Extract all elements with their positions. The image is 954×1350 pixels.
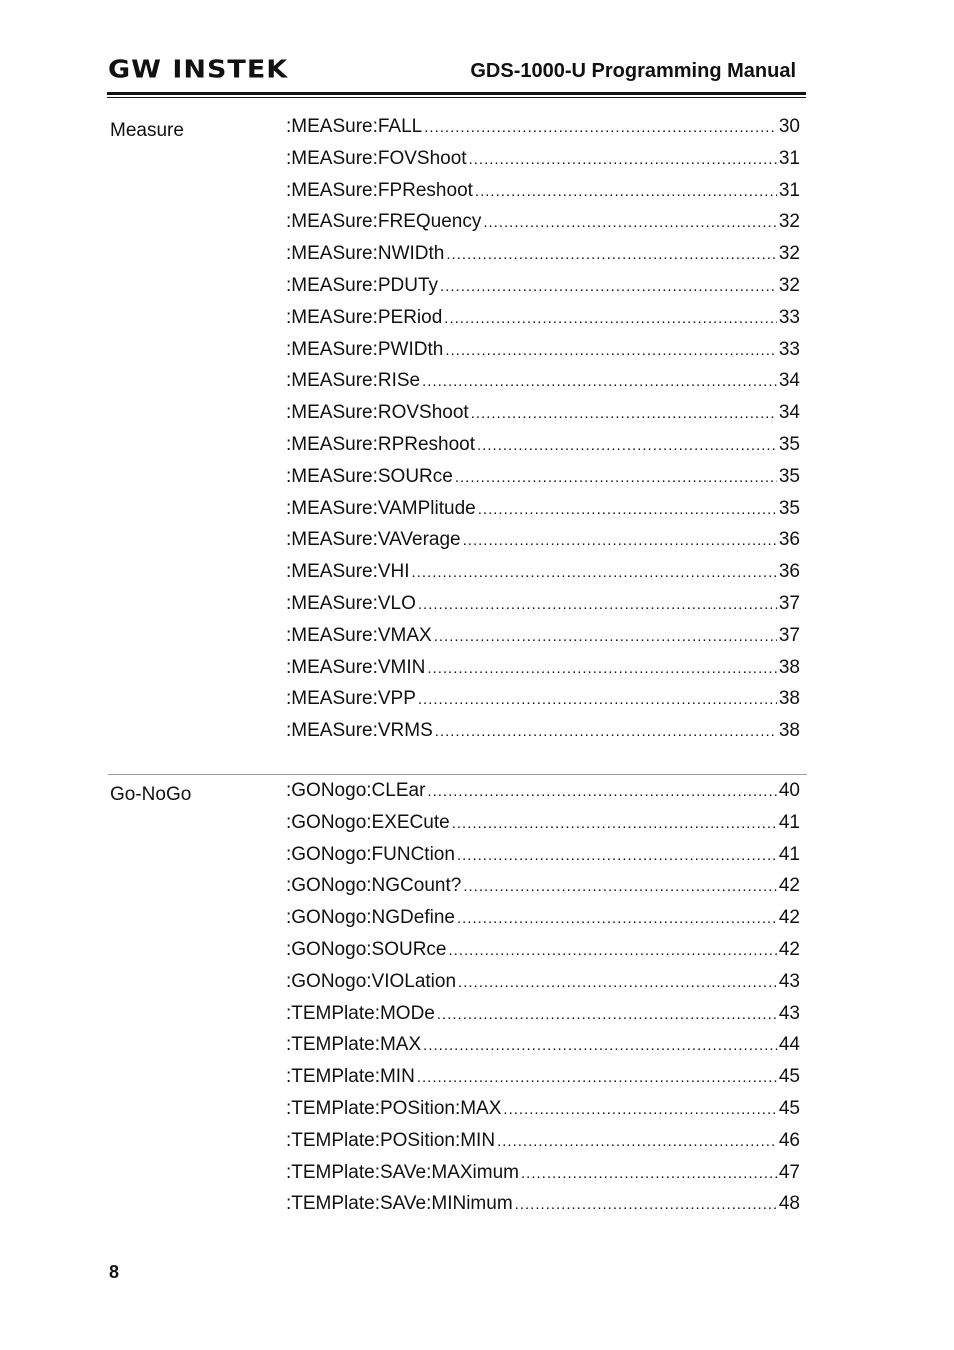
dot-leader [434, 628, 777, 645]
command-name: :MEASure:FOVShoot [286, 147, 467, 169]
dot-leader [452, 815, 777, 832]
toc-entry-link[interactable] [286, 1003, 800, 1035]
dot-leader [455, 469, 777, 486]
toc-entry-link[interactable] [286, 498, 800, 530]
page-reference: 32 [778, 274, 800, 296]
dot-leader [463, 532, 777, 549]
toc-entry-link[interactable] [286, 780, 800, 812]
dot-leader [437, 1006, 777, 1023]
dot-leader [435, 723, 777, 740]
toc-entries [286, 116, 800, 752]
toc-entry-link[interactable] [286, 971, 800, 1003]
dot-leader [449, 942, 777, 959]
command-name: :GONogo:VIOLation [286, 970, 457, 992]
page-reference: 42 [778, 875, 800, 897]
dot-leader [427, 660, 776, 677]
page-reference: 33 [778, 306, 800, 328]
command-name: :TEMPlate:SAVe:MINimum [286, 1193, 513, 1215]
command-name: :MEASure:PERiod [286, 306, 443, 328]
page-reference: 31 [778, 179, 800, 201]
page-reference: 45 [778, 1066, 800, 1088]
toc-entry-link[interactable] [286, 561, 800, 593]
toc-entry-link[interactable] [286, 466, 800, 498]
command-name: :GONogo:NGCount? [286, 875, 462, 897]
page-reference: 34 [778, 402, 800, 424]
page-reference: 33 [778, 338, 800, 360]
dot-leader [483, 214, 777, 231]
page-reference: 42 [778, 907, 800, 929]
page-reference: 35 [778, 433, 800, 455]
command-name: :MEASure:VAVerage [286, 529, 461, 551]
page-reference: 46 [778, 1129, 800, 1151]
command-name: :TEMPlate:MIN [286, 1066, 415, 1088]
dot-leader [471, 405, 777, 422]
command-name: :MEASure:FREQuency [286, 211, 482, 233]
page-reference: 30 [778, 116, 800, 137]
command-name: :MEASure:VAMPlitude [286, 497, 476, 519]
command-name: :GONogo:NGDefine [286, 907, 455, 929]
dot-leader [427, 783, 776, 800]
command-name: :MEASure:VLO [286, 592, 416, 614]
command-name: :MEASure:PDUTy [286, 274, 439, 296]
page-reference: 32 [778, 211, 800, 233]
command-name: :GONogo:FUNCtion [286, 843, 455, 865]
page-reference: 32 [778, 243, 800, 265]
dot-leader [424, 119, 777, 136]
page-reference: 38 [778, 656, 800, 678]
command-name: :MEASure:RPReshoot [286, 433, 476, 455]
toc-entry-link[interactable] [286, 657, 800, 689]
command-name: :MEASure:RISe [286, 370, 421, 392]
page-reference: 35 [778, 465, 800, 487]
page-reference: 43 [778, 1002, 800, 1024]
page-reference: 31 [778, 147, 800, 169]
toc-entry-link[interactable] [286, 844, 800, 876]
section-label: Go-NoGo [110, 784, 192, 805]
dot-leader [458, 974, 777, 991]
page-number: 8 [109, 1262, 120, 1282]
toc-entry-link[interactable] [286, 1066, 800, 1098]
section-label: Measure [110, 120, 184, 141]
dot-leader [446, 246, 776, 263]
toc-entry-link[interactable] [286, 1034, 800, 1066]
toc-entry-link[interactable] [286, 1130, 800, 1162]
command-name: :GONogo:SOURce [286, 938, 447, 960]
dot-leader [457, 847, 777, 864]
toc-entries [286, 780, 800, 1225]
page-reference: 35 [778, 497, 800, 519]
toc-entry-link[interactable] [286, 625, 800, 657]
dot-leader [423, 1037, 777, 1054]
command-name: :TEMPlate:POSition:MIN [286, 1129, 496, 1151]
command-name: :MEASure:FALL [286, 116, 423, 137]
dot-leader [418, 596, 777, 613]
dot-leader [469, 151, 777, 168]
page-reference: 45 [778, 1097, 800, 1119]
dot-leader [515, 1196, 777, 1213]
toc-entry-link[interactable] [286, 875, 800, 907]
page-reference: 38 [778, 688, 800, 710]
dot-leader [521, 1165, 777, 1182]
toc-entry-link[interactable] [286, 434, 800, 466]
page-reference: 42 [778, 938, 800, 960]
command-name: :TEMPlate:SAVe:MAXimum [286, 1161, 519, 1183]
dot-leader [444, 310, 777, 327]
header-rule-thin [107, 97, 806, 98]
command-name: :TEMPlate:POSition:MAX [286, 1097, 502, 1119]
command-name: :TEMPlate:MAX [286, 1034, 422, 1056]
toc-entry-link[interactable] [286, 148, 800, 180]
toc-entry-link[interactable] [286, 243, 800, 275]
page-reference: 36 [778, 561, 800, 583]
page-reference: 41 [778, 843, 800, 865]
toc-entry-link[interactable] [286, 720, 800, 752]
command-name: :MEASure:SOURce [286, 465, 453, 487]
dot-leader [418, 691, 777, 708]
command-name: :MEASure:VMIN [286, 656, 426, 678]
dot-leader [463, 878, 777, 895]
page-reference: 38 [778, 720, 800, 742]
toc-entry-link[interactable] [286, 307, 800, 339]
page-reference: 37 [778, 624, 800, 646]
command-name: :GONogo:CLEar [286, 780, 426, 801]
toc-entry-link[interactable] [286, 275, 800, 307]
brand-logo: GW INSTEK [108, 55, 289, 84]
page-reference: 43 [778, 970, 800, 992]
toc-entry-link[interactable] [286, 1162, 800, 1194]
toc-entry-link[interactable] [286, 1193, 800, 1225]
toc-entry-link[interactable] [286, 116, 800, 148]
command-name: :MEASure:ROVShoot [286, 402, 469, 424]
dot-leader [440, 278, 777, 295]
command-name: :MEASure:FPReshoot [286, 179, 473, 201]
toc-entry-link[interactable] [286, 402, 800, 434]
page-reference: 40 [778, 780, 800, 801]
toc-entry-link[interactable] [286, 370, 800, 402]
command-name: :MEASure:NWIDth [286, 243, 445, 265]
section-divider [108, 774, 807, 775]
toc-entry-link[interactable] [286, 688, 800, 720]
toc-entry-link[interactable] [286, 529, 800, 561]
toc-entry-link[interactable] [286, 180, 800, 212]
page-reference: 41 [778, 811, 800, 833]
command-name: :MEASure:PWIDth [286, 338, 444, 360]
command-name: :TEMPlate:MODe [286, 1002, 435, 1024]
dot-leader [478, 501, 777, 518]
page-reference: 44 [778, 1034, 800, 1056]
dot-leader [417, 1069, 777, 1086]
dot-leader [457, 910, 777, 927]
page-reference: 34 [778, 370, 800, 392]
header-rule-thick [107, 92, 806, 95]
dot-leader [412, 564, 777, 581]
toc-entry-link[interactable] [286, 939, 800, 971]
manual-title: GDS-1000-U Programming Manual [470, 60, 796, 82]
page-reference: 47 [778, 1161, 800, 1183]
toc-entry-link[interactable] [286, 593, 800, 625]
command-name: :MEASure:VHI [286, 561, 410, 583]
page-reference: 48 [778, 1193, 800, 1215]
toc-entry-link[interactable] [286, 812, 800, 844]
dot-leader [503, 1101, 776, 1118]
command-name: :MEASure:VRMS [286, 720, 433, 742]
page-reference: 36 [778, 529, 800, 551]
dot-leader [445, 342, 777, 359]
toc-entry-link[interactable] [286, 907, 800, 939]
dot-leader [497, 1133, 777, 1150]
toc-entry-link[interactable] [286, 1098, 800, 1130]
toc-entry-link[interactable] [286, 339, 800, 371]
dot-leader [475, 183, 777, 200]
command-name: :MEASure:VMAX [286, 624, 432, 646]
dot-leader [422, 373, 777, 390]
toc-entry-link[interactable] [286, 211, 800, 243]
command-name: :GONogo:EXECute [286, 811, 450, 833]
command-name: :MEASure:VPP [286, 688, 416, 710]
page-reference: 37 [778, 592, 800, 614]
dot-leader [477, 437, 777, 454]
